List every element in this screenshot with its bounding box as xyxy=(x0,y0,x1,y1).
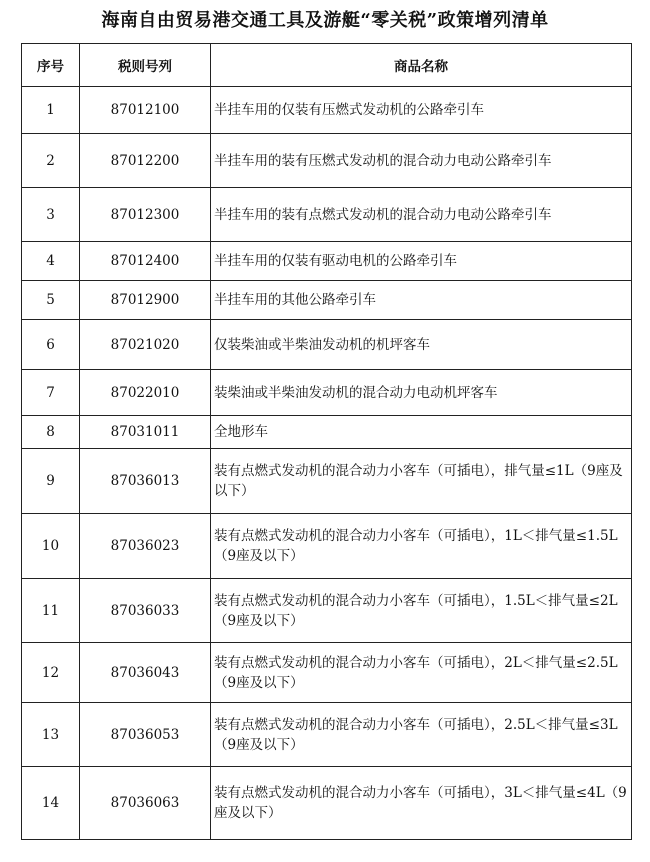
table-row xyxy=(22,370,632,416)
cell-tariff-code: 87012900 xyxy=(80,281,211,320)
table-row xyxy=(22,87,632,134)
cell-tariff-code: 87021020 xyxy=(80,320,211,370)
cell-serial: 10 xyxy=(22,514,80,579)
cell-tariff-code: 87012100 xyxy=(80,87,211,134)
table-row xyxy=(22,416,632,449)
cell-product-name: 装柴油或半柴油发动机的混合动力电动机坪客车 xyxy=(211,370,632,416)
cell-product-name: 半挂车用的仅装有压燃式发动机的公路牵引车 xyxy=(211,87,632,134)
column-header-tariff-code: 税则号列 xyxy=(80,44,211,87)
cell-tariff-code: 87012200 xyxy=(80,134,211,188)
table-row xyxy=(22,134,632,188)
cell-serial: 7 xyxy=(22,370,80,416)
cell-product-name: 半挂车用的其他公路牵引车 xyxy=(211,281,632,320)
table-row xyxy=(22,703,632,767)
cell-serial: 3 xyxy=(22,188,80,242)
document-title: 海南自由贸易港交通工具及游艇“零关税”政策增列清单 xyxy=(101,10,549,31)
cell-serial: 4 xyxy=(22,242,80,281)
cell-product-name: 半挂车用的装有点燃式发动机的混合动力电动公路牵引车 xyxy=(211,188,632,242)
table-row xyxy=(22,188,632,242)
cell-product-name: 装有点燃式发动机的混合动力小客车（可插电），2L＜排气量≤2.5L（9座及以下） xyxy=(211,643,632,703)
cell-product-name: 全地形车 xyxy=(211,416,632,449)
table-row xyxy=(22,449,632,514)
cell-product-name: 装有点燃式发动机的混合动力小客车（可插电），排气量≤1L（9座及以下） xyxy=(211,449,632,514)
cell-tariff-code: 87012400 xyxy=(80,242,211,281)
cell-product-name: 装有点燃式发动机的混合动力小客车（可插电），2.5L＜排气量≤3L（9座及以下） xyxy=(211,703,632,767)
cell-tariff-code: 87031011 xyxy=(80,416,211,449)
cell-product-name: 装有点燃式发动机的混合动力小客车（可插电），1L＜排气量≤1.5L（9座及以下） xyxy=(211,514,632,579)
cell-product-name: 装有点燃式发动机的混合动力小客车（可插电），1.5L＜排气量≤2L（9座及以下） xyxy=(211,579,632,643)
cell-serial: 14 xyxy=(22,767,80,840)
cell-tariff-code: 87022010 xyxy=(80,370,211,416)
cell-product-name: 装有点燃式发动机的混合动力小客车（可插电），3L＜排气量≤4L（9座及以下） xyxy=(211,767,632,840)
table-row xyxy=(22,643,632,703)
cell-serial: 12 xyxy=(22,643,80,703)
cell-serial: 11 xyxy=(22,579,80,643)
table-row xyxy=(22,767,632,840)
table-row xyxy=(22,320,632,370)
cell-serial: 5 xyxy=(22,281,80,320)
column-header-product-name: 商品名称 xyxy=(211,44,632,87)
cell-tariff-code: 87036053 xyxy=(80,703,211,767)
cell-serial: 8 xyxy=(22,416,80,449)
tariff-list-table xyxy=(21,43,632,840)
cell-tariff-code: 87036043 xyxy=(80,643,211,703)
cell-serial: 9 xyxy=(22,449,80,514)
table-row xyxy=(22,242,632,281)
cell-tariff-code: 87036063 xyxy=(80,767,211,840)
cell-serial: 13 xyxy=(22,703,80,767)
cell-tariff-code: 87036013 xyxy=(80,449,211,514)
cell-serial: 2 xyxy=(22,134,80,188)
table-row xyxy=(22,281,632,320)
cell-serial: 6 xyxy=(22,320,80,370)
column-header-serial: 序号 xyxy=(22,44,80,87)
cell-product-name: 仅装柴油或半柴油发动机的机坪客车 xyxy=(211,320,632,370)
cell-product-name: 半挂车用的装有压燃式发动机的混合动力电动公路牵引车 xyxy=(211,134,632,188)
cell-tariff-code: 87012300 xyxy=(80,188,211,242)
table-header-row xyxy=(22,44,632,87)
table-row xyxy=(22,514,632,579)
cell-tariff-code: 87036033 xyxy=(80,579,211,643)
table-row xyxy=(22,579,632,643)
cell-serial: 1 xyxy=(22,87,80,134)
cell-tariff-code: 87036023 xyxy=(80,514,211,579)
cell-product-name: 半挂车用的仅装有驱动电机的公路牵引车 xyxy=(211,242,632,281)
